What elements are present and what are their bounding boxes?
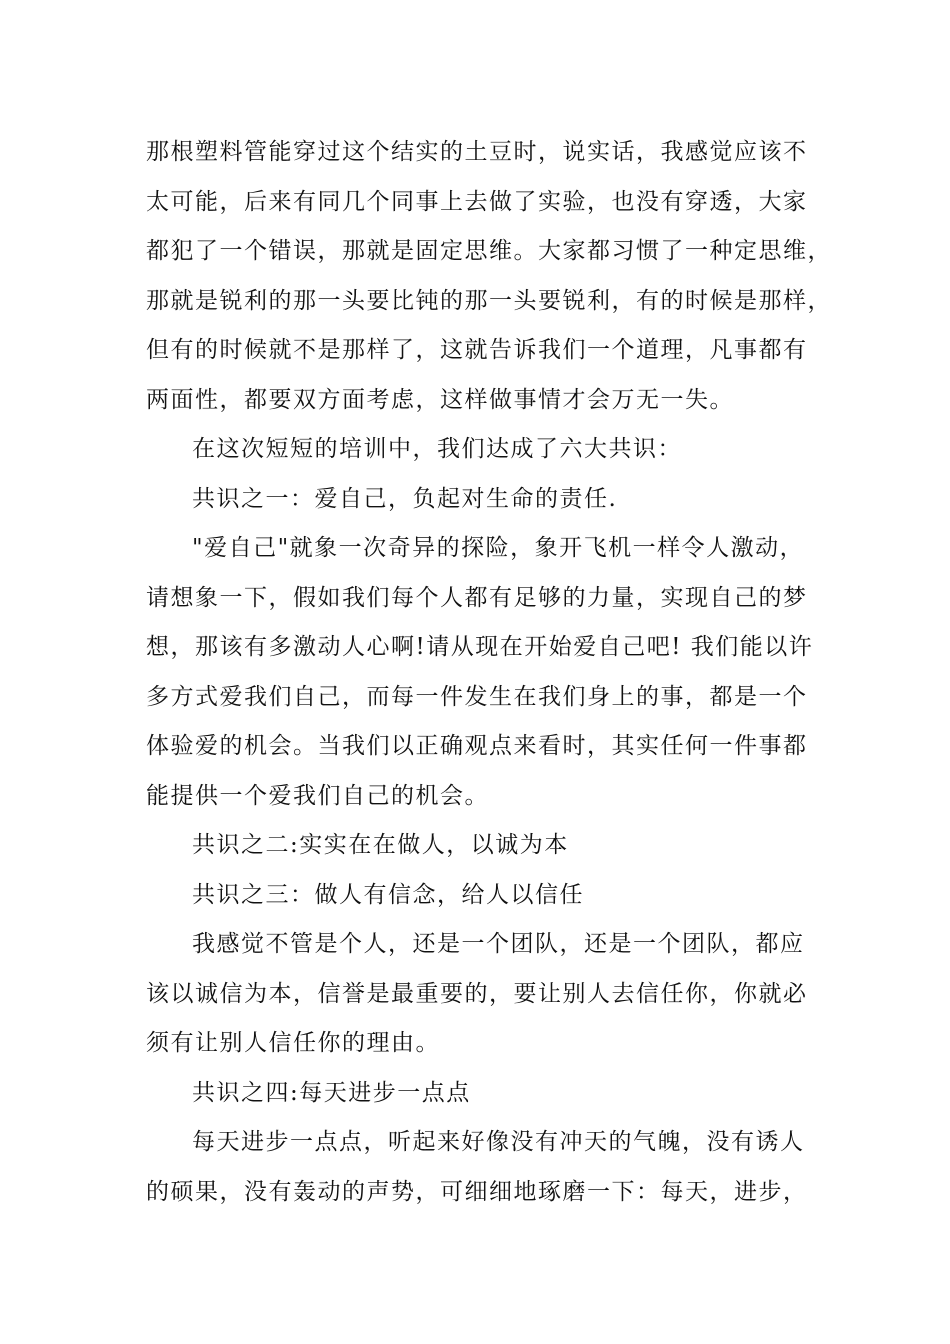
document-body	[146, 128, 832, 1217]
paragraph-start-line: 在这次短短的培训中，我们达成了六大共识：	[192, 436, 682, 462]
text-line: 请想象一下，假如我们每个人都有足够的力量，实现自己的梦	[146, 584, 808, 611]
text-line: 的硕果，没有轰动的声势，可细细地琢磨一下：每天，进步，	[146, 1178, 808, 1205]
text-line: 都犯了一个错误，那就是固定思维。大家都习惯了一种定思维，	[146, 238, 832, 264]
text-line: 那就是锐利的那一头要比钝的那一头要锐利，有的时候是那样，	[146, 287, 832, 314]
text-line: 须有让别人信任你的理由。	[146, 1030, 440, 1056]
text-line: 多方式爱我们自己，而每一件发生在我们身上的事，都是一个	[146, 683, 808, 710]
consensus-heading: 共识之四:每天进步一点点	[192, 1079, 471, 1106]
consensus-heading: 共识之一：爱自己，负起对生命的责任.	[192, 485, 618, 512]
text-line: 能提供一个爱我们自己的机会。	[146, 782, 489, 809]
text-line: 体验爱的机会。当我们以正确观点来看时，其实任何一件事都	[146, 733, 808, 759]
text-line: 但有的时候就不是那样了，这就告诉我们一个道理，凡事都有	[146, 337, 808, 363]
text-line: 两面性，都要双方面考虑，这样做事情才会万无一失。	[146, 386, 734, 413]
consensus-heading: 共识之二:实实在在做人，以诚为本	[192, 832, 569, 858]
consensus-heading: 共识之三：做人有信念，给人以信任	[192, 881, 584, 908]
paragraph-start-line: "爱自己"就象一次奇异的探险，象开飞机一样令人激动，	[192, 535, 805, 561]
paragraph-start-line: 每天进步一点点，听起来好像没有冲天的气魄，没有诱人	[192, 1129, 805, 1155]
text-line: 那根塑料管能穿过这个结实的土豆时，说实话，我感觉应该不	[146, 139, 808, 165]
text-line: 想，那该有多激动人心啊!请从现在开始爱自己吧! 我们能以许	[146, 634, 814, 660]
text-line: 太可能，后来有同几个同事上去做了实验，也没有穿透，大家	[146, 188, 808, 215]
text-line: 该以诚信为本，信誉是最重要的，要让别人去信任你，你就必	[146, 980, 808, 1007]
paragraph-start-line: 我感觉不管是个人，还是一个团队，还是一个团队，都应	[192, 931, 805, 957]
